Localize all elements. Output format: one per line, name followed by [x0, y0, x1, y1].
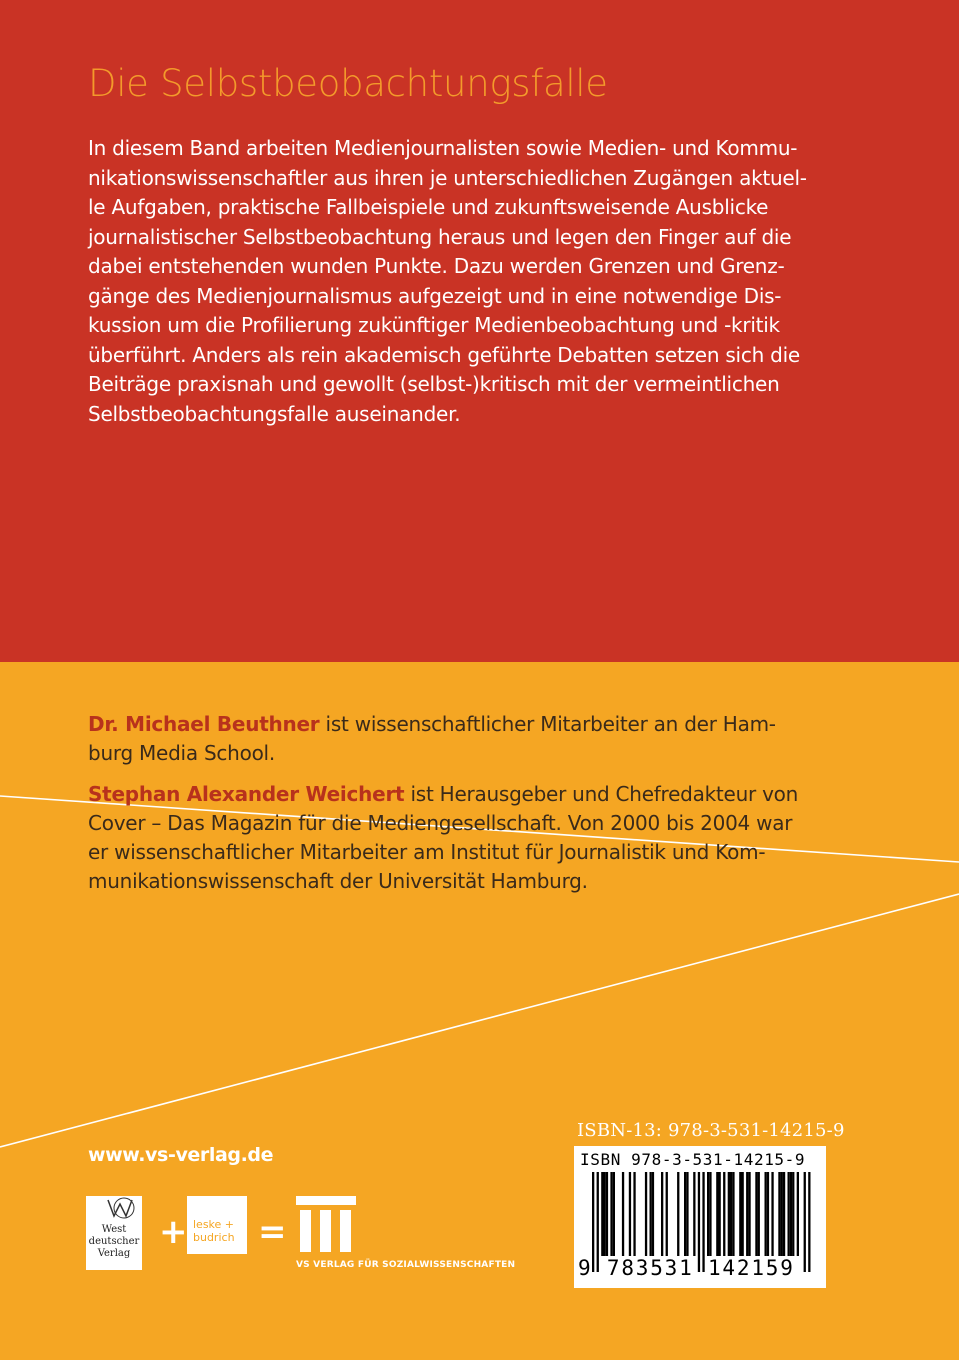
isbn-label: ISBN-13: 978-3-531-14215-9 [577, 1120, 845, 1141]
barcode-bar [652, 1172, 654, 1256]
barcode-bar [792, 1172, 794, 1256]
barcode-digits: 9 783531 142159 [578, 1256, 795, 1280]
barcode-bar [677, 1172, 679, 1256]
barcode-bar [684, 1172, 686, 1256]
plus-sign: + [159, 1212, 188, 1252]
author-name: Stephan Alexander Weichert [88, 782, 405, 806]
blurb-line: le Aufgaben, praktische Fallbeispiele und zukunftsweisende Ausblicke [88, 195, 769, 219]
logo-text-line: budrich [193, 1231, 235, 1244]
book-title: Die Selbstbeobachtungsfalle [88, 62, 608, 105]
publisher-logos [86, 1190, 546, 1280]
barcode-bar [781, 1172, 783, 1256]
vs-verlag-label: VS VERLAG FÜR SOZIALWISSENSCHAFTEN [296, 1260, 516, 1270]
deco-line-lower [0, 894, 959, 1147]
barcode-bar [746, 1172, 748, 1256]
barcode-bar [783, 1172, 785, 1256]
blurb-line: gänge des Medienjournalismus aufgezeigt und in eine notwendige Dis- [88, 283, 782, 308]
barcode-bar [765, 1172, 767, 1256]
barcode-bar [767, 1172, 769, 1256]
barcode-bar [778, 1172, 780, 1256]
barcode-bar [693, 1172, 695, 1256]
barcode-bar [622, 1172, 624, 1256]
barcode-bar [742, 1172, 744, 1256]
barcode-bar [748, 1172, 750, 1256]
barcode-bar [728, 1172, 730, 1256]
author-bio-text: ist Herausgeber und Chefredakteur von [404, 782, 799, 806]
barcode-bar [606, 1172, 608, 1256]
barcode-bar [613, 1172, 615, 1256]
author-bio-weichert [88, 780, 878, 896]
barcode-bar [771, 1172, 773, 1256]
barcode-bar [610, 1172, 612, 1256]
barcode-bar [719, 1172, 721, 1256]
author-bio-line: er wissenschaftlicher Mitarbeiter am Institut für Journalistik und Kom- [88, 840, 766, 864]
blurb-line: Selbstbeobachtungsfalle auseinander. [88, 401, 461, 426]
barcode-bar [666, 1172, 668, 1256]
publisher-website: www.vs-verlag.de [88, 1144, 274, 1166]
barcode-bar [633, 1172, 635, 1256]
barcode-bar [739, 1172, 741, 1256]
author-bio-beuthner [88, 710, 878, 768]
blurb-line: überführt. Anders als rein akademisch geführte Debatten setzen sich die [88, 342, 800, 367]
barcode-bar [601, 1172, 603, 1256]
barcode [574, 1146, 826, 1288]
logo-text-line: Verlag [97, 1248, 131, 1259]
logo-text-line: deutscher [88, 1236, 140, 1247]
barcode-bar [716, 1172, 718, 1256]
blurb-line: In diesem Band arbeiten Medienjournalisten sowie Medien- und Kommu- [88, 136, 798, 160]
equals-sign: = [258, 1212, 287, 1252]
blurb-line: nikationswissenschaftler aus ihren je unterschiedlichen Zugängen aktuel- [88, 165, 807, 190]
barcode-bar [797, 1172, 799, 1256]
author-bio-line: burg Media School. [88, 741, 275, 765]
barcode-bar [730, 1172, 732, 1256]
barcode-bar [661, 1172, 663, 1256]
barcode-bar [790, 1172, 792, 1256]
vs-verlag-logo-icon [296, 1196, 356, 1256]
blurb-line: Beiträge praxisnah und gewollt (selbst-)kritisch mit der vermeintlichen [88, 372, 780, 396]
blurb-text [88, 134, 878, 429]
author-name: Dr. Michael Beuthner [88, 712, 320, 736]
author-bio-line: munikationswissenschaft der Universität Hamburg. [88, 869, 588, 893]
blurb-line: journalistischer Selbstbeobachtung heraus und legen den Finger auf die [88, 224, 792, 249]
w-mark-icon [86, 1196, 142, 1224]
barcode-bar [629, 1172, 631, 1256]
author-bio-line [88, 710, 878, 739]
author-bio-line [88, 780, 878, 809]
barcode-bar [804, 1172, 806, 1272]
barcode-bar [732, 1172, 734, 1256]
barcode-bar [686, 1172, 688, 1256]
barcode-bar [707, 1172, 709, 1256]
barcode-bar [645, 1172, 647, 1256]
westdeutscher-verlag-logo [86, 1196, 142, 1270]
barcode-bar [604, 1172, 606, 1256]
barcode-bar [723, 1172, 725, 1256]
barcode-isbn-text: ISBN 978-3-531-14215-9 [580, 1150, 806, 1169]
author-bio-line: Cover – Das Magazin für die Mediengesellschaft. Von 2000 bis 2004 war [88, 811, 793, 835]
logo-text-line: leske + [193, 1218, 235, 1231]
barcode-bar [788, 1172, 790, 1256]
blurb-line: kussion um die Profilierung zukünftiger Medienbeobachtung und -kritik [88, 313, 780, 337]
barcode-bar [755, 1172, 757, 1256]
author-bios [88, 710, 878, 908]
blurb-line: dabei entstehenden wunden Punkte. Dazu werden Grenzen und Grenz- [88, 254, 785, 278]
barcode-bar [808, 1172, 810, 1272]
barcode-bar [758, 1172, 760, 1256]
author-bio-text: ist wissenschaftlicher Mitarbeiter an der Ham- [319, 712, 776, 736]
logo-text-line: West [101, 1224, 127, 1235]
barcode-bar [709, 1172, 711, 1256]
leske-budrich-logo [187, 1196, 247, 1254]
barcode-bar [650, 1172, 652, 1256]
